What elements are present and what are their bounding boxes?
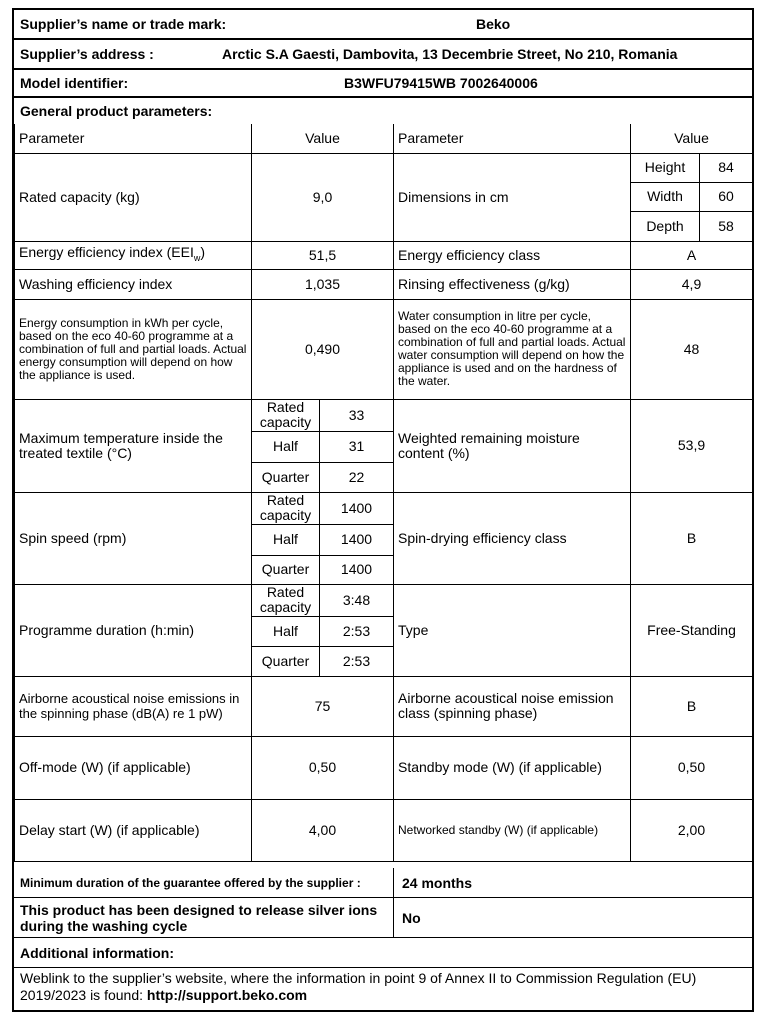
model-identifier-row [14,70,752,98]
moisture-label: Weighted remaining moisture content (%) [394,399,631,492]
energy-class-value: A [631,241,753,269]
washing-index-label: Washing efficiency index [15,269,252,299]
col-header-value-2: Value [631,124,753,153]
additional-info-row [14,938,752,968]
table-header-row [15,124,753,153]
type-label: Type [394,584,631,676]
model-identifier-value: B3WFU79415WB 7002640006 [344,75,538,91]
duration-rated-value: 3:48 [320,584,394,616]
table-row [15,799,753,861]
rinsing-label: Rinsing effectiveness (g/kg) [394,269,631,299]
rated-capacity-label: Rated capacity (kg) [15,153,252,241]
noise-value: 75 [252,676,394,736]
height-label: Height [631,153,700,182]
delay-start-value: 4,00 [252,799,394,861]
guarantee-label: Minimum duration of the guarantee offered by the supplier : [14,868,394,897]
table-row [15,676,753,736]
spin-class-value: B [631,492,753,584]
depth-label: Depth [631,211,700,241]
silver-ions-label: This product has been designed to release silver ions during the washing cycle [14,898,394,937]
spin-half-value: 1400 [320,524,394,555]
table-row [15,399,753,431]
model-identifier-label: Model identifier: [20,75,129,91]
supplier-name-label: Supplier’s name or trade mark: [20,16,227,32]
supplier-address-label: Supplier’s address : [20,46,154,62]
max-temp-rated-value: 33 [320,399,394,431]
max-temp-rated-label: Rated capacity [252,399,320,431]
networked-standby-value: 2,00 [631,799,753,861]
width-label: Width [631,182,700,211]
standby-value: 0,50 [631,736,753,799]
noise-label: Airborne acoustical noise emissions in the spinning phase (dB(A) re 1 pW) [15,676,252,736]
height-value: 84 [700,153,753,182]
table-row [15,492,753,524]
spin-quarter-label: Quarter [252,555,320,584]
product-information-sheet [12,8,754,1012]
col-header-parameter: Parameter [15,124,252,153]
duration-quarter-label: Quarter [252,646,320,676]
eei-value: 51,5 [252,241,394,269]
guarantee-value: 24 months [402,874,473,891]
standby-label: Standby mode (W) (if applicable) [394,736,631,799]
parameters-table [14,124,753,862]
duration-half-label: Half [252,616,320,646]
spin-class-label: Spin-drying efficiency class [394,492,631,584]
duration-label: Programme duration (h:min) [15,584,252,676]
spin-rated-label: Rated capacity [252,492,320,524]
weblink-text: Weblink to the supplier’s website, where the information in point 9 of Annex II to Commission Regulation (EU) 2019/2023 is found: [20,970,697,1003]
noise-class-label: Airborne acoustical noise emission class (spinning phase) [394,676,631,736]
width-value: 60 [700,182,753,211]
supplier-name-value: Beko [476,16,511,32]
guarantee-row [14,868,752,898]
energy-consumption-value: 0,490 [252,299,394,399]
supplier-address-row [14,40,752,70]
table-row [15,153,753,182]
rated-capacity-value: 9,0 [252,153,394,241]
weblink-row [14,970,752,1010]
washing-index-value: 1,035 [252,269,394,299]
eei-label: Energy efficiency index $(EEI_w)$ [15,241,252,269]
table-row [15,269,753,299]
spin-half-label: Half [252,524,320,555]
max-temp-quarter-value: 22 [320,462,394,492]
silver-ions-row [14,898,752,938]
energy-consumption-label: Energy consumption in kWh per cycle, based on the eco 40-60 programme at a combination of full and partial loads. Actual energy consumption will depend on how the appliance is used. [15,299,252,399]
energy-class-label: Energy efficiency class [394,241,631,269]
dimensions-label: Dimensions in cm [394,153,631,241]
silver-ions-value: No [402,909,421,926]
max-temp-half-value: 31 [320,431,394,462]
depth-value: 58 [700,211,753,241]
type-value: Free-Standing [631,584,753,676]
moisture-value: 53,9 [631,399,753,492]
max-temp-half-label: Half [252,431,320,462]
spin-speed-label: Spin speed (rpm) [15,492,252,584]
off-mode-label: Off-mode (W) (if applicable) [15,736,252,799]
table-row [15,584,753,616]
general-parameters-row [14,98,752,124]
col-header-parameter-2: Parameter [394,124,631,153]
max-temp-label: Maximum temperature inside the treated textile (°C) [15,399,252,492]
col-header-value: Value [252,124,394,153]
additional-info-label: Additional information: [20,944,174,961]
rinsing-value: 4,9 [631,269,753,299]
water-consumption-label: Water consumption in litre per cycle, based on the eco 40-60 programme at a combination of full and partial loads. Actual water consumption will depend on how the appliance is used and on the hardness of the water. [394,299,631,399]
duration-rated-label: Rated capacity [252,584,320,616]
water-consumption-value: 48 [631,299,753,399]
noise-class-value: B [631,676,753,736]
spin-quarter-value: 1400 [320,555,394,584]
spin-rated-value: 1400 [320,492,394,524]
duration-half-value: 2:53 [320,616,394,646]
delay-start-label: Delay start (W) (if applicable) [15,799,252,861]
general-parameters-label: General product parameters: [20,103,213,119]
table-row [15,736,753,799]
supplier-name-row [14,10,752,40]
off-mode-value: 0,50 [252,736,394,799]
weblink-url[interactable]: http://support.beko.com [146,987,308,1003]
networked-standby-label: Networked standby (W) (if applicable) [394,799,631,861]
table-row [15,241,753,269]
max-temp-quarter-label: Quarter [252,462,320,492]
table-row [15,299,753,399]
duration-quarter-value: 2:53 [320,646,394,676]
supplier-address-value: Arctic S.A Gaesti, Dambovita, 13 Decembrie Street, No 210, Romania [222,46,678,62]
